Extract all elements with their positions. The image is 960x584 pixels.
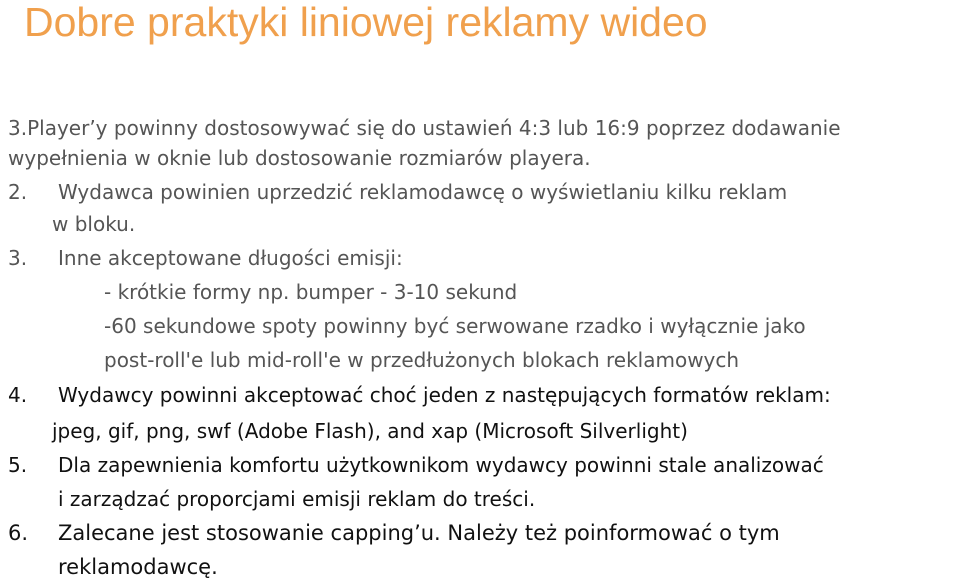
practice-3-number: 3. xyxy=(8,246,28,270)
practice-2-line-1: Wydawca powinien uprzedzić reklamodawcę o wyświetlaniu kilku reklam xyxy=(58,180,788,204)
practice-6-line-2: reklamodawcę. xyxy=(58,555,218,579)
slide-title: Dobre praktyki liniowej reklamy wideo xyxy=(24,0,708,45)
practice-1-line-1: 3.Player’y powinny dostosowywać się do ustawień 4:3 lub 16:9 poprzez dodawanie xyxy=(8,116,841,140)
practice-6-number: 6. xyxy=(8,521,29,545)
practice-4-line-1: Wydawcy powinni akceptować choć jeden z następujących formatów reklam: xyxy=(58,383,831,407)
practice-2-line-2: w bloku. xyxy=(52,212,136,236)
practice-2-number: 2. xyxy=(8,180,28,204)
practice-5-number: 5. xyxy=(8,453,28,477)
practice-6-line-1: Zalecane jest stosowanie capping’u. Należy też poinformować o tym xyxy=(58,521,780,545)
practice-1-line-2: wypełnienia w oknie lub dostosowanie rozmiarów playera. xyxy=(8,146,591,170)
practice-3-sub-2: -60 sekundowe spoty powinny być serwowane rzadko i wyłącznie jako xyxy=(104,314,806,338)
practice-4-number: 4. xyxy=(8,383,28,407)
practice-4-line-2: jpeg, gif, png, swf (Adobe Flash), and xap (Microsoft Silverlight) xyxy=(52,419,688,443)
practice-3-sub-3: post-roll'e lub mid-roll'e w przedłużonych blokach reklamowych xyxy=(104,348,740,372)
practice-5-line-1: Dla zapewnienia komfortu użytkownikom wydawcy powinni stale analizować xyxy=(58,453,824,477)
practice-5-line-2: i zarządzać proporcjami emisji reklam do treści. xyxy=(58,487,536,511)
practice-3-line-1: Inne akceptowane długości emisji: xyxy=(58,246,403,270)
practice-3-sub-1: - krótkie formy np. bumper - 3-10 sekund xyxy=(104,280,518,304)
